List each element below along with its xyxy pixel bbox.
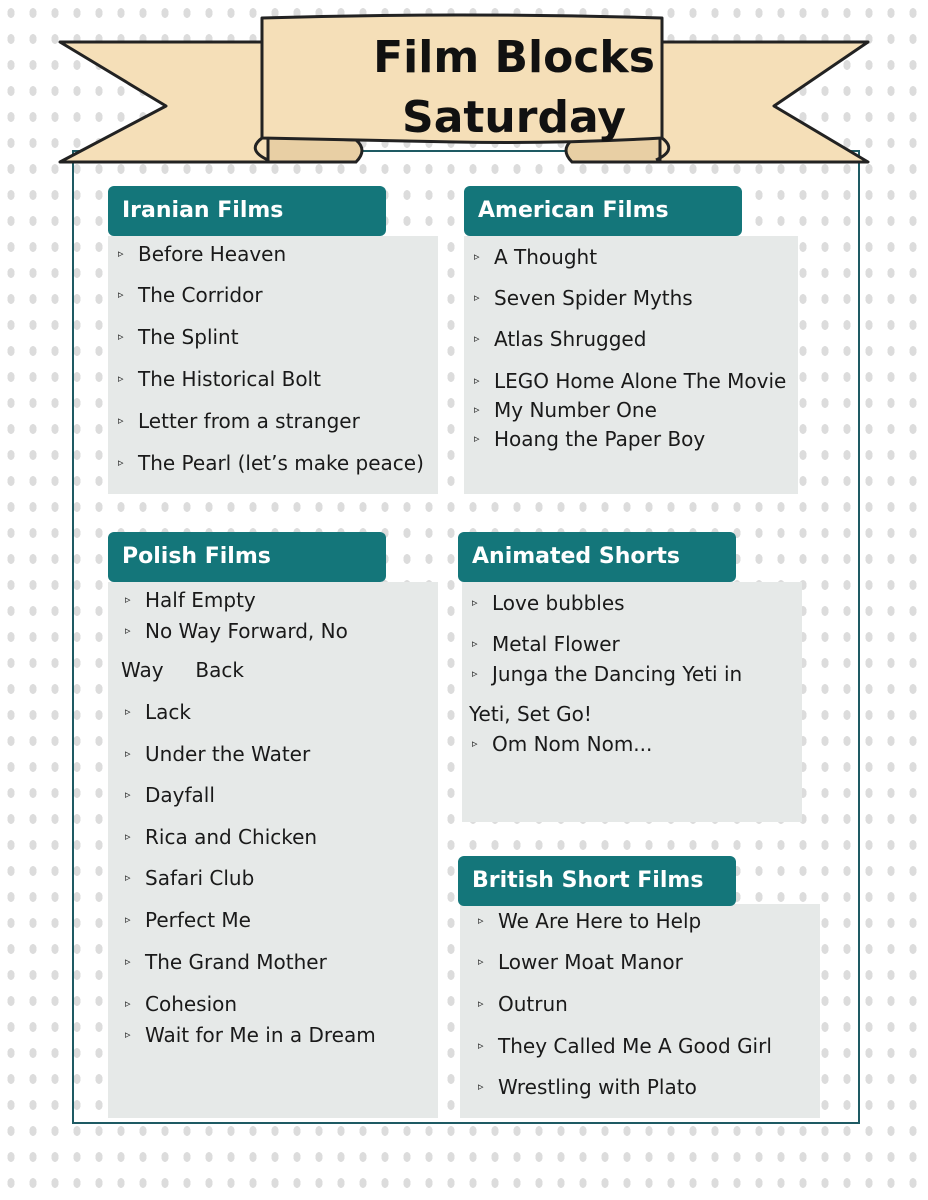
- bullet-icon: ▹: [474, 403, 480, 416]
- bullet-icon: ▹: [478, 1039, 484, 1052]
- bullet-icon: ▹: [118, 414, 124, 427]
- bullet-icon: ▹: [125, 871, 131, 884]
- list-item: ▹ Perfect Me: [125, 908, 251, 932]
- british-short-films-heading: British Short Films: [458, 856, 736, 906]
- bullet-icon: ▹: [474, 432, 480, 445]
- title-line-1: Film Blocks: [373, 32, 655, 83]
- bullet-icon: ▹: [125, 593, 131, 606]
- bullet-icon: ▹: [472, 596, 478, 609]
- bullet-icon: ▹: [118, 247, 124, 260]
- list-item: ▹ Safari Club: [125, 866, 255, 890]
- animated-shorts-heading: Animated Shorts: [458, 532, 736, 582]
- list-item: ▹ Rica and Chicken: [125, 825, 318, 849]
- bullet-icon: ▹: [125, 747, 131, 760]
- bullet-icon: ▹: [125, 913, 131, 926]
- bullet-icon: ▹: [478, 1080, 484, 1093]
- bullet-icon: ▹: [472, 737, 478, 750]
- bullet-icon: ▹: [478, 997, 484, 1010]
- bullet-icon: ▹: [474, 250, 480, 263]
- list-item: ▹ Atlas Shrugged: [474, 327, 647, 351]
- list-item: ▹ The Corridor: [118, 283, 263, 307]
- list-item: ▹ Metal Flower: [472, 632, 620, 656]
- bullet-icon: ▹: [118, 456, 124, 469]
- list-item: ▹ Letter from a stranger: [118, 409, 360, 433]
- bullet-icon: ▹: [474, 291, 480, 304]
- bullet-icon: ▹: [478, 914, 484, 927]
- list-item: ▹ The Grand Mother: [125, 950, 327, 974]
- american-films-heading: American Films: [464, 186, 742, 236]
- list-item: ▹ They Called Me A Good Girl: [478, 1034, 772, 1058]
- bullet-icon: ▹: [118, 330, 124, 343]
- bullet-icon: ▹: [125, 705, 131, 718]
- bullet-icon: ▹: [472, 667, 478, 680]
- list-item: ▹ Under the Water: [125, 742, 311, 766]
- bullet-icon: ▹: [125, 624, 131, 637]
- bullet-icon: ▹: [118, 372, 124, 385]
- list-item: ▹ Hoang the Paper Boy: [474, 427, 706, 451]
- list-item: ▹ Outrun: [478, 992, 568, 1016]
- list-item: ▹ Seven Spider Myths: [474, 286, 693, 310]
- list-item: ▹ Lack: [125, 700, 191, 724]
- bullet-icon: ▹: [125, 830, 131, 843]
- bullet-icon: ▹: [118, 288, 124, 301]
- page-title: [324, 28, 704, 148]
- list-item: ▹ Cohesion: [125, 992, 238, 1016]
- bullet-icon: ▹: [125, 997, 131, 1010]
- list-item: ▹ A Thought: [474, 245, 598, 269]
- list-item: ▹ Before Heaven: [118, 242, 287, 266]
- list-item-continuation: Yeti, Set Go!: [469, 702, 592, 726]
- list-item: ▹ The Historical Bolt: [118, 367, 321, 391]
- list-item-continuation: Way Back: [121, 658, 244, 682]
- title-banner: [56, 10, 872, 180]
- bullet-icon: ▹: [472, 637, 478, 650]
- bullet-icon: ▹: [474, 332, 480, 345]
- title-line-2: Saturday: [402, 92, 626, 143]
- polish-films-heading: Polish Films: [108, 532, 386, 582]
- list-item: ▹ The Splint: [118, 325, 239, 349]
- list-item: ▹ Half Empty: [125, 588, 256, 612]
- iranian-films-heading: Iranian Films: [108, 186, 386, 236]
- list-item: ▹ Wait for Me in a Dream: [125, 1023, 376, 1047]
- list-item: ▹ Love bubbles: [472, 591, 625, 615]
- list-item: ▹ Wrestling with Plato: [478, 1075, 697, 1099]
- list-item: ▹ Lower Moat Manor: [478, 950, 683, 974]
- bullet-icon: ▹: [478, 955, 484, 968]
- list-item: ▹ LEGO Home Alone The Movie: [474, 369, 787, 393]
- list-item: ▹ The Pearl (let’s make peace): [118, 451, 424, 475]
- list-item: ▹ My Number One: [474, 398, 657, 422]
- list-item: ▹ Dayfall: [125, 783, 215, 807]
- list-item: ▹ No Way Forward, No: [125, 619, 348, 643]
- list-item: ▹ Om Nom Nom...: [472, 732, 653, 756]
- bullet-icon: ▹: [125, 1028, 131, 1041]
- list-item: ▹ We Are Here to Help: [478, 909, 702, 933]
- bullet-icon: ▹: [125, 955, 131, 968]
- bullet-icon: ▹: [125, 788, 131, 801]
- american-films-panel: [464, 236, 798, 494]
- bullet-icon: ▹: [474, 374, 480, 387]
- list-item: ▹ Junga the Dancing Yeti in: [472, 662, 743, 686]
